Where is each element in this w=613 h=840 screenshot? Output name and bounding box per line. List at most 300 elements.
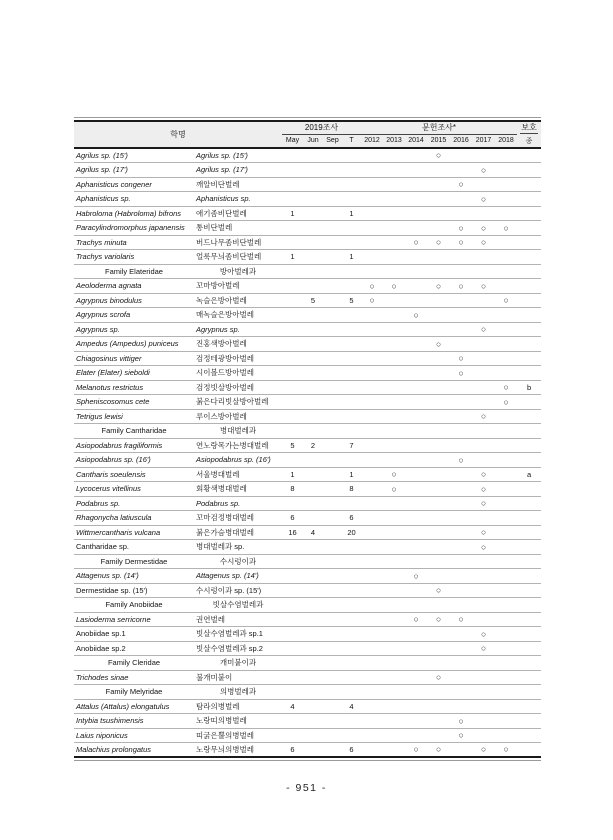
val-2017: [472, 670, 495, 685]
val-jun: 5: [303, 293, 323, 308]
val-sep: [323, 206, 342, 221]
korean-name: 애기좀비단벌레: [194, 206, 282, 221]
val-sep: [323, 598, 342, 613]
val-2018: [495, 569, 517, 584]
val-may: [282, 148, 303, 163]
val-total: [342, 221, 361, 236]
val-2014: [405, 409, 427, 424]
val-2013: [383, 337, 405, 352]
val-2017: [472, 366, 495, 381]
val-2015: [427, 598, 450, 613]
record-circle-mark: ○: [472, 540, 495, 555]
val-jun: [303, 569, 323, 584]
val-2018: [495, 598, 517, 613]
val-protected: [517, 438, 541, 453]
val-2018: [495, 264, 517, 279]
val-protected: [517, 714, 541, 729]
val-sep: [323, 409, 342, 424]
species-row: [74, 192, 541, 207]
val-sep: [323, 612, 342, 627]
val-2018: [495, 699, 517, 714]
val-protected: [517, 496, 541, 511]
val-total: [342, 409, 361, 424]
latin-name: Cantharis soeulensis: [74, 467, 194, 482]
val-2015: [427, 728, 450, 743]
val-2014: [405, 656, 427, 671]
val-total: 6: [342, 511, 361, 526]
family-korean-name: 방아벌레과: [194, 264, 282, 279]
val-2014: [405, 714, 427, 729]
val-total: [342, 163, 361, 178]
val-2017: [472, 177, 495, 192]
val-may: [282, 540, 303, 555]
val-may: [282, 395, 303, 410]
val-jun: [303, 714, 323, 729]
species-row: [74, 206, 541, 221]
record-circle-mark: ○: [405, 743, 427, 758]
val-2016: [450, 424, 472, 439]
val-jun: [303, 627, 323, 642]
val-sep: [323, 293, 342, 308]
val-2017: [472, 511, 495, 526]
val-2013: [383, 264, 405, 279]
record-circle-mark: ○: [427, 148, 450, 163]
val-may: 1: [282, 206, 303, 221]
val-protected: [517, 627, 541, 642]
val-2018: [495, 308, 517, 323]
val-may: [282, 279, 303, 294]
val-2016: [450, 496, 472, 511]
val-jun: [303, 308, 323, 323]
latin-name: Trachys variolaris: [74, 250, 194, 265]
val-sep: [323, 351, 342, 366]
record-circle-mark: ○: [472, 496, 495, 511]
record-circle-mark: ○: [495, 293, 517, 308]
val-jun: [303, 148, 323, 163]
val-2013: [383, 627, 405, 642]
species-row: [74, 496, 541, 511]
val-jun: [303, 206, 323, 221]
val-may: 6: [282, 743, 303, 758]
val-protected: [517, 598, 541, 613]
val-may: [282, 366, 303, 381]
val-2012: [361, 351, 383, 366]
val-2015: [427, 569, 450, 584]
val-jun: [303, 221, 323, 236]
family-korean-name: 수시렁이과: [194, 554, 282, 569]
val-may: [282, 351, 303, 366]
val-total: [342, 322, 361, 337]
val-sep: [323, 699, 342, 714]
latin-name: Asiopodabrus fragiliformis: [74, 438, 194, 453]
val-may: [282, 612, 303, 627]
year-header-2014: 2014: [405, 134, 427, 148]
record-circle-mark: ○: [495, 743, 517, 758]
val-jun: [303, 467, 323, 482]
val-2012: [361, 743, 383, 758]
table-header: [74, 121, 541, 148]
family-name: Family Melyridae: [74, 685, 194, 700]
val-2013: [383, 177, 405, 192]
latin-name: Elater (Elater) sieboldi: [74, 366, 194, 381]
val-protected: [517, 641, 541, 656]
val-2015: [427, 685, 450, 700]
val-protected: [517, 366, 541, 381]
val-2015: [427, 221, 450, 236]
val-2018: [495, 728, 517, 743]
val-sep: [323, 366, 342, 381]
val-total: 7: [342, 438, 361, 453]
val-2012: [361, 540, 383, 555]
record-circle-mark: ○: [405, 612, 427, 627]
val-jun: [303, 511, 323, 526]
val-may: [282, 598, 303, 613]
record-circle-mark: ○: [361, 293, 383, 308]
val-2014: [405, 192, 427, 207]
val-2017: [472, 337, 495, 352]
val-2013: [383, 322, 405, 337]
latin-name: Tetrigus lewisi: [74, 409, 194, 424]
latin-name: Anobiidae sp.1: [74, 627, 194, 642]
record-circle-mark: ○: [472, 322, 495, 337]
korean-name: 노랑무늬의병벌레: [194, 743, 282, 758]
val-2013: [383, 685, 405, 700]
species-row: [74, 641, 541, 656]
val-2013: [383, 598, 405, 613]
record-circle-mark: ○: [450, 351, 472, 366]
val-2012: [361, 308, 383, 323]
val-protected: a: [517, 467, 541, 482]
val-jun: [303, 685, 323, 700]
val-2013: [383, 395, 405, 410]
latin-name: Trachys minuta: [74, 235, 194, 250]
val-total: [342, 612, 361, 627]
species-row: [74, 322, 541, 337]
val-total: [342, 337, 361, 352]
val-sep: [323, 670, 342, 685]
val-2015: [427, 656, 450, 671]
val-2013: [383, 612, 405, 627]
val-sep: [323, 337, 342, 352]
val-2014: [405, 728, 427, 743]
val-sep: [323, 728, 342, 743]
val-sep: [323, 148, 342, 163]
species-row: [74, 308, 541, 323]
val-2017: [472, 148, 495, 163]
val-may: 4: [282, 699, 303, 714]
val-total: [342, 540, 361, 555]
record-circle-mark: ○: [450, 453, 472, 468]
species-row: [74, 467, 541, 482]
record-circle-mark: ○: [450, 177, 472, 192]
val-sep: [323, 525, 342, 540]
val-protected: [517, 699, 541, 714]
val-jun: [303, 612, 323, 627]
val-2014: [405, 279, 427, 294]
val-2015: [427, 453, 450, 468]
val-total: 1: [342, 206, 361, 221]
val-sep: [323, 482, 342, 497]
val-total: [342, 554, 361, 569]
val-2014: [405, 554, 427, 569]
record-circle-mark: ○: [472, 525, 495, 540]
korean-name: 검정테광방아벌레: [194, 351, 282, 366]
species-row: [74, 453, 541, 468]
val-2017: [472, 293, 495, 308]
val-2018: [495, 279, 517, 294]
family-row: [74, 685, 541, 700]
species-row: [74, 670, 541, 685]
korean-name: 시이볼드방아벌레: [194, 366, 282, 381]
val-may: [282, 177, 303, 192]
val-protected: [517, 728, 541, 743]
val-2018: [495, 322, 517, 337]
species-row: [74, 438, 541, 453]
val-total: [342, 714, 361, 729]
val-2015: [427, 511, 450, 526]
val-sep: [323, 540, 342, 555]
val-2018: [495, 163, 517, 178]
val-2013: [383, 409, 405, 424]
val-jun: [303, 192, 323, 207]
val-2017: [472, 583, 495, 598]
val-sep: [323, 641, 342, 656]
val-may: [282, 496, 303, 511]
val-2014: [405, 380, 427, 395]
val-2015: [427, 308, 450, 323]
latin-name: Aphanisticus sp.: [74, 192, 194, 207]
record-circle-mark: ○: [405, 308, 427, 323]
korean-name: 진홍색방아벌레: [194, 337, 282, 352]
val-2012: [361, 380, 383, 395]
val-protected: [517, 250, 541, 265]
val-2014: [405, 670, 427, 685]
val-2016: [450, 598, 472, 613]
val-protected: [517, 409, 541, 424]
val-2016: [450, 163, 472, 178]
species-row: [74, 714, 541, 729]
korean-name: 검정빗살방아벌레: [194, 380, 282, 395]
val-2015: [427, 641, 450, 656]
species-row: [74, 395, 541, 410]
family-row: [74, 598, 541, 613]
val-jun: [303, 728, 323, 743]
header-protected-line2: 종: [517, 134, 541, 148]
record-circle-mark: ○: [383, 482, 405, 497]
val-2012: [361, 569, 383, 584]
record-circle-mark: ○: [383, 467, 405, 482]
val-2012: [361, 177, 383, 192]
val-2016: [450, 192, 472, 207]
val-2018: [495, 540, 517, 555]
val-may: [282, 192, 303, 207]
val-2018: [495, 656, 517, 671]
species-row: [74, 293, 541, 308]
val-2014: [405, 540, 427, 555]
val-2013: [383, 351, 405, 366]
val-2014: [405, 264, 427, 279]
val-protected: [517, 337, 541, 352]
val-2014: [405, 424, 427, 439]
val-2014: [405, 496, 427, 511]
val-sep: [323, 743, 342, 758]
family-korean-name: 의병벌레과: [194, 685, 282, 700]
val-total: [342, 424, 361, 439]
val-2012: [361, 482, 383, 497]
val-2013: [383, 540, 405, 555]
record-circle-mark: ○: [405, 569, 427, 584]
group-header-row: [74, 121, 541, 134]
species-row: [74, 409, 541, 424]
val-total: [342, 453, 361, 468]
family-name: Family Cantharidae: [74, 424, 194, 439]
korean-name: Agrypnus sp.: [194, 322, 282, 337]
val-2017: [472, 685, 495, 700]
korean-name: Agrilus sp. (15'): [194, 148, 282, 163]
val-2018: [495, 511, 517, 526]
val-2012: [361, 685, 383, 700]
header-2019-survey-group: 2019조사: [282, 121, 361, 134]
latin-name: Aeoloderma agnata: [74, 279, 194, 294]
val-2015: [427, 192, 450, 207]
val-2013: [383, 583, 405, 598]
latin-name: Cantharidae sp.: [74, 540, 194, 555]
val-2012: [361, 511, 383, 526]
val-may: 8: [282, 482, 303, 497]
val-2012: [361, 395, 383, 410]
val-2018: [495, 192, 517, 207]
val-sep: [323, 264, 342, 279]
val-2016: [450, 569, 472, 584]
latin-name: Chiagosinus vittiger: [74, 351, 194, 366]
val-jun: [303, 482, 323, 497]
species-row: [74, 366, 541, 381]
val-2018: [495, 627, 517, 642]
korean-name: 녹슬은방아벌레: [194, 293, 282, 308]
val-sep: [323, 467, 342, 482]
species-survey-table: [74, 120, 541, 758]
val-2018: [495, 525, 517, 540]
val-2016: [450, 467, 472, 482]
val-2016: [450, 322, 472, 337]
val-jun: [303, 540, 323, 555]
korean-name: 루이스방아벌레: [194, 409, 282, 424]
val-2013: [383, 743, 405, 758]
val-sep: [323, 569, 342, 584]
val-jun: [303, 598, 323, 613]
korean-name: 깨알비단벌레: [194, 177, 282, 192]
val-2014: [405, 467, 427, 482]
val-protected: [517, 670, 541, 685]
val-sep: [323, 685, 342, 700]
val-may: [282, 554, 303, 569]
val-protected: [517, 192, 541, 207]
latin-name: Rhagonycha latiuscula: [74, 511, 194, 526]
latin-name: Trichodes sinae: [74, 670, 194, 685]
val-2016: [450, 627, 472, 642]
val-2016: [450, 380, 472, 395]
val-2015: [427, 438, 450, 453]
korean-name: Podabrus sp.: [194, 496, 282, 511]
val-protected: [517, 264, 541, 279]
korean-name: 버드나무좀비단벌레: [194, 235, 282, 250]
record-circle-mark: ○: [472, 467, 495, 482]
latin-name: Anobiidae sp.2: [74, 641, 194, 656]
korean-name: 서울병대벌레: [194, 467, 282, 482]
val-total: 20: [342, 525, 361, 540]
val-2017: [472, 351, 495, 366]
val-protected: [517, 424, 541, 439]
protected-underline: 보호: [521, 123, 537, 132]
val-sep: [323, 177, 342, 192]
val-2017: [472, 569, 495, 584]
val-total: [342, 148, 361, 163]
latin-name: Agrypnus binodulus: [74, 293, 194, 308]
korean-name: Attagenus sp. (14'): [194, 569, 282, 584]
val-2014: [405, 583, 427, 598]
val-2013: [383, 728, 405, 743]
val-2015: [427, 366, 450, 381]
val-protected: [517, 351, 541, 366]
val-2018: [495, 641, 517, 656]
val-total: [342, 670, 361, 685]
val-2016: [450, 409, 472, 424]
species-row: [74, 351, 541, 366]
val-2012: [361, 409, 383, 424]
record-circle-mark: ○: [472, 192, 495, 207]
val-total: [342, 366, 361, 381]
month-header-jun: Jun: [303, 134, 323, 148]
val-2018: [495, 670, 517, 685]
val-2013: [383, 221, 405, 236]
species-row: [74, 235, 541, 250]
korean-name: 통비단벌레: [194, 221, 282, 236]
val-2014: [405, 351, 427, 366]
val-2018: [495, 250, 517, 265]
val-2017: [472, 380, 495, 395]
year-header-2015: 2015: [427, 134, 450, 148]
species-row: [74, 380, 541, 395]
val-protected: [517, 235, 541, 250]
val-2014: [405, 250, 427, 265]
val-total: [342, 641, 361, 656]
val-2016: [450, 264, 472, 279]
val-jun: [303, 250, 323, 265]
korean-name: Agrilus sp. (17'): [194, 163, 282, 178]
latin-name: Attalus (Attalus) elongatulus: [74, 699, 194, 714]
val-2012: [361, 627, 383, 642]
val-sep: [323, 163, 342, 178]
val-may: [282, 264, 303, 279]
year-header-2012: 2012: [361, 134, 383, 148]
year-header-2017: 2017: [472, 134, 495, 148]
species-row: [74, 525, 541, 540]
val-protected: [517, 656, 541, 671]
family-row: [74, 424, 541, 439]
val-2015: [427, 250, 450, 265]
val-sep: [323, 322, 342, 337]
val-total: [342, 656, 361, 671]
val-may: 1: [282, 250, 303, 265]
val-2013: [383, 250, 405, 265]
species-row: [74, 612, 541, 627]
val-2014: [405, 163, 427, 178]
record-circle-mark: ○: [427, 583, 450, 598]
val-protected: [517, 583, 541, 598]
val-2012: [361, 206, 383, 221]
val-protected: [517, 148, 541, 163]
latin-name: Wittmercantharis vulcana: [74, 525, 194, 540]
